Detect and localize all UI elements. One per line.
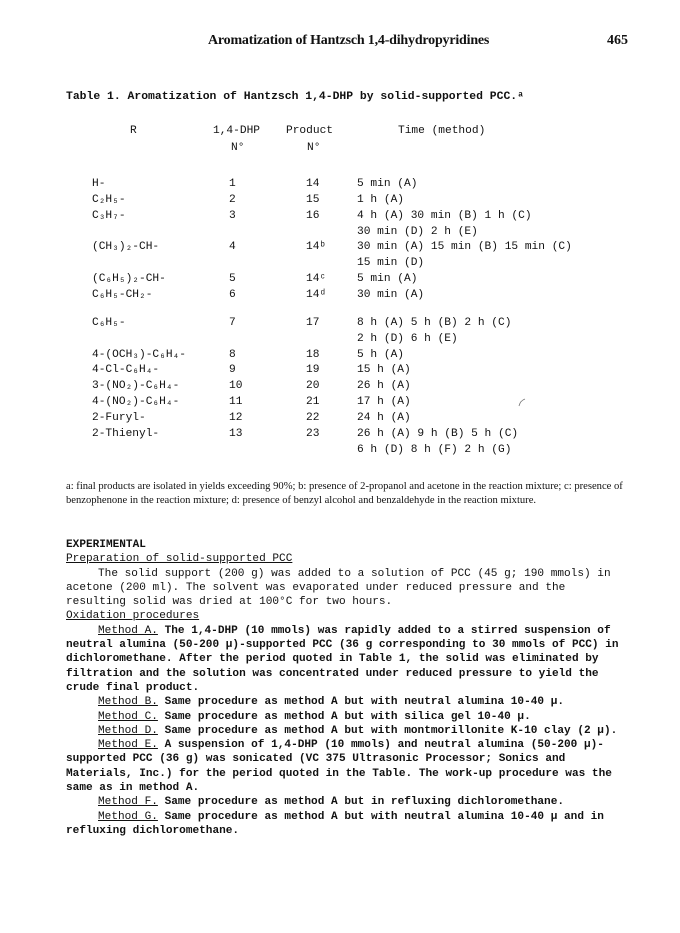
pencil-mark-icon (517, 398, 527, 408)
table-cell-dhp: 1 (229, 178, 236, 190)
method-paragraph (66, 695, 631, 709)
method-paragraph (66, 724, 631, 738)
method-label: Method C. (98, 710, 158, 723)
table-cell-time: 30 min (A) (357, 288, 425, 301)
table-cell-time: 26 h (A) (357, 380, 411, 393)
table-cell-r: C₆H₅- (92, 316, 126, 329)
paragraph-preparation: The solid support (200 g) was added to a solution of PCC (45 g; 190 mmols) in acetone (200 ml). The solvent was evaporated under reduced pressure and the resulting solid was dried at 100°C for two hours. (66, 567, 611, 609)
table-cell-product: 16 (306, 209, 320, 222)
column-header-dhp: 1,4-DHP (213, 125, 260, 137)
column-subheader-dhp: N° (231, 142, 245, 154)
page-number: 465 (607, 33, 628, 48)
method-label: Method G. (98, 810, 158, 823)
table-cell-dhp: 8 (229, 348, 236, 361)
table-cell-r: 4-(OCH₃)-C₆H₄- (92, 348, 186, 361)
table-cell-product: 14ᵈ (306, 288, 327, 301)
table-cell-product: 15 (306, 193, 320, 206)
method-text: Same procedure as method A but with neutral alumina 10-40 µ and in refluxing dichloromethane. (66, 810, 604, 837)
table-cell-r: C₆H₅-CH₂- (92, 288, 153, 301)
table-cell-r: 3-(NO₂)-C₆H₄- (92, 380, 180, 393)
table-cell-dhp: 9 (229, 364, 236, 377)
table-cell-time: 15 h (A) (357, 364, 411, 377)
method-text: Same procedure as method A but with silica gel 10-40 µ. (157, 710, 531, 723)
method-text: Same procedure as method A but with montmorillonite K-10 clay (2 µ). (157, 724, 618, 737)
table-cell-product: 20 (306, 380, 320, 393)
column-header-time: Time (method) (398, 125, 486, 137)
method-label: Method B. (98, 696, 158, 709)
table-cell-dhp: 10 (229, 380, 243, 393)
table-cell-time: 26 h (A) 9 h (B) 5 h (C) (357, 427, 519, 440)
table-cell-product: 14 (306, 178, 320, 190)
method-paragraph (66, 738, 631, 795)
method-label: Method A. (98, 624, 158, 637)
table-cell-product: 17 (306, 316, 320, 329)
table-cell-time: 5 min (A) (357, 178, 418, 190)
column-subheader-product: N° (307, 142, 321, 154)
table-cell-time: 30 min (A) 15 min (B) 15 min (C) (357, 241, 572, 254)
method-paragraph (66, 795, 631, 809)
table-cell-dhp: 7 (229, 316, 236, 329)
table-cell-r: 4-Cl-C₆H₄- (92, 364, 160, 377)
subsection-heading-oxidation: Oxidation procedures (66, 610, 200, 623)
table-cell-dhp: 2 (229, 193, 236, 206)
method-text: Same procedure as method A but in refluxing dichloromethane. (157, 796, 565, 809)
table-cell-r: 2-Thienyl- (92, 427, 160, 440)
table-cell-product: 18 (306, 348, 320, 361)
table-cell-r: H- (92, 178, 106, 190)
table-cell-r: 2-Furyl- (92, 411, 146, 424)
method-paragraph (66, 710, 631, 724)
table-cell-time: 17 h (A) (357, 396, 411, 409)
method-label: Method D. (98, 724, 158, 737)
table-caption: Table 1. Aromatization of Hantzsch 1,4-DHP by solid-supported PCC.ᵃ (66, 91, 524, 103)
table-cell-time: 30 min (D) 2 h (E) (357, 225, 478, 238)
table-cell-product: 23 (306, 427, 320, 440)
table-cell-dhp: 11 (229, 396, 243, 409)
table-cell-product: 21 (306, 396, 320, 409)
column-header-product: Product (286, 125, 333, 137)
table-cell-dhp: 5 (229, 273, 236, 286)
running-title: Aromatization of Hantzsch 1,4-dihydropyridines (208, 33, 490, 48)
methods-list (66, 624, 631, 838)
table-cell-time: 5 min (A) (357, 273, 418, 286)
table-cell-product: 14ᶜ (306, 273, 327, 286)
table-cell-time: 2 h (D) 6 h (E) (357, 332, 458, 345)
subsection-heading-preparation: Preparation of solid-supported PCC (66, 553, 293, 566)
table-cell-r: C₃H₇- (92, 209, 126, 222)
table-cell-product: 19 (306, 364, 320, 377)
table-cell-r: (CH₃)₂-CH- (92, 241, 160, 254)
experimental-section (66, 538, 631, 838)
table-cell-product: 14ᵇ (306, 241, 327, 254)
table-cell-r: C₂H₅- (92, 193, 126, 206)
table-cell-time: 15 min (D) (357, 257, 425, 270)
table-cell-time: 4 h (A) 30 min (B) 1 h (C) (357, 209, 532, 222)
table-cell-dhp: 3 (229, 209, 236, 222)
table-cell-r: (C₆H₅)₂-CH- (92, 273, 166, 286)
method-label: Method F. (98, 796, 158, 809)
table-footnote: a: final products are isolated in yields exceeding 90%; b: presence of 2-propanol and acetone in the reaction mixture; c: presence of benzophenone in the reaction mixture; d: presence of benzyl alcohol and benzaldehyde in the reaction mixture. (66, 481, 623, 506)
table-cell-product: 22 (306, 411, 320, 424)
table-cell-time: 5 h (A) (357, 348, 404, 361)
method-text: The 1,4-DHP (10 mmols) was rapidly added to a stirred suspension of neutral alumina (50-200 µ)-supported PCC (36 g corresponding to 30 mmols of PCC) in dichloromethane. After the period quoted in Table 1, the solid was eliminated by filtration and the solution was concentrated under reduced pressure to yield the crude final product. (66, 624, 619, 694)
table-cell-dhp: 6 (229, 288, 236, 301)
table-cell-time: 1 h (A) (357, 193, 404, 206)
table-cell-time: 6 h (D) 8 h (F) 2 h (G) (357, 443, 512, 456)
method-label: Method E. (98, 739, 158, 752)
table-cell-time: 24 h (A) (357, 411, 411, 424)
method-text: Same procedure as method A but with neutral alumina 10-40 µ. (157, 696, 565, 709)
section-heading: EXPERIMENTAL (66, 539, 146, 551)
table-cell-dhp: 13 (229, 427, 243, 440)
column-header-r: R (130, 125, 137, 137)
table-cell-dhp: 12 (229, 411, 243, 424)
method-paragraph (66, 810, 631, 839)
table-cell-r: 4-(NO₂)-C₆H₄- (92, 396, 180, 409)
method-paragraph (66, 624, 631, 695)
table-cell-dhp: 4 (229, 241, 236, 254)
method-text: A suspension of 1,4-DHP (10 mmols) and neutral alumina (50-200 µ)-supported PCC (36 g) was sonicated (VC 375 Ultrasonic Processor; Sonics and Materials, Inc.) for the period quoted in the Table. The work-up procedure was the same as in method A. (66, 739, 612, 795)
table-cell-time: 8 h (A) 5 h (B) 2 h (C) (357, 316, 512, 329)
